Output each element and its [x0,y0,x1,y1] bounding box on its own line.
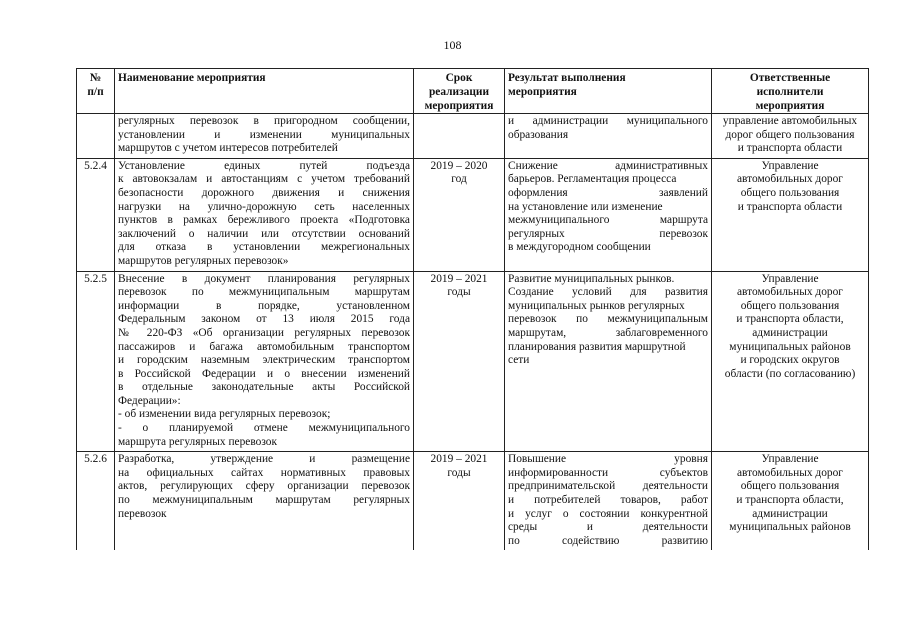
text-line: и транспорта области [737,200,843,213]
text-line: Снижение административных [508,159,708,172]
measure-name [115,114,414,159]
text-line: Развитие муниципальных рынков. [508,272,675,285]
text-line: планирования развития маршрутной [508,340,686,353]
text-line: перевозок [118,507,167,520]
text-line: Результат выполнения [508,72,626,84]
text-line: общего пользования [740,186,840,199]
text-line: - о планируемой отмене межмуниципального [118,422,410,435]
header-term [414,69,505,114]
text-line: области (по согласованию) [724,367,856,380]
result [505,114,712,159]
row-number [77,114,115,159]
table-row [77,452,869,551]
text-line: перевозок по межмуниципальным маршрутам [118,286,410,299]
text-line: образования [508,128,569,141]
text-line: исполнители [756,86,824,98]
text-line: пунктов в рамках бережливого проекта «Подготовка [118,214,410,227]
text-line: регулярных перевозок в пригородном сообщении, [118,115,410,127]
text-line: нагрузки на улично-дорожную сеть населенных [118,200,410,213]
text-line: общего пользования [740,299,840,312]
text-line: управление автомобильных [722,115,858,127]
responsible [712,271,869,452]
text-line: муниципальных рынков регулярных [508,299,685,312]
text-line: заключений о наличии или отсутствии оснований [118,227,410,240]
row-number: 5.2.4 [77,158,115,271]
text-line: межмуниципального маршрута [508,214,708,227]
text-line: автомобильных дорог [737,286,843,299]
text-line: актов, регулирующих сферу организации перевозок [118,480,410,493]
text-line: на официальных сайтах нормативных правовых [118,466,410,479]
text-line: маршрутам, заблаговременного [508,326,708,339]
term [414,158,505,271]
text-line: реализации [428,86,490,98]
term [414,271,505,452]
table-row [77,114,869,159]
result [505,452,712,551]
text-line: сети [508,354,530,367]
text-line: и транспорта области [737,142,843,155]
text-line: маршрута регулярных перевозок [118,435,278,448]
text-line: по межмуниципальным маршрутам регулярных [118,494,410,507]
text-line: № 220-ФЗ «Об организации регулярных перевозок [118,326,410,339]
text-line: пассажиров и багажа автомобильным транспортом [118,340,410,353]
text-line: Управление [761,272,819,285]
text-line: Ответственные [749,72,831,84]
header-name [115,69,414,114]
text-line: годы [447,466,471,479]
text-line: маршрутов с учетом интересов потребителей [118,142,338,155]
text-line: Внесение в документ планирования регулярных [118,272,410,285]
text-line: и услуг о состоянии конкурентной [508,507,708,520]
text-line: и потребителей товаров, работ [508,494,708,507]
measure-name [115,158,414,271]
text-line: автомобильных дорог [737,173,843,186]
term [414,452,505,551]
measure-name [115,452,414,551]
table-row [77,271,869,452]
text-line: Управление [761,159,819,172]
text-line: Срок [445,72,473,84]
table-row [77,158,869,271]
text-line: мероприятия [508,86,577,98]
text-line: и транспорта области, [736,313,844,326]
table-header-row [77,69,869,114]
text-line: 2019 – 2021 [430,453,488,466]
text-line: и городским наземным электрическим транспортом [118,354,410,367]
text-line: мероприятия [755,100,825,112]
text-line: мероприятия [424,100,494,112]
text-line: и администрации муниципального [508,115,708,127]
header-result [505,69,712,114]
text-line: - об изменении вида регулярных перевозок; [118,408,331,421]
text-line: маршрутов регулярных перевозок» [118,254,289,267]
text-line: Управление [761,453,819,466]
responsible [712,452,869,551]
text-line: муниципальных районов [729,521,851,534]
text-line: годы [447,286,471,299]
text-line: 2019 – 2020 [430,159,488,172]
text-line: установлении и изменении муниципальных [118,128,410,141]
text-line: 2019 – 2021 [430,272,488,285]
text-line: на установление или изменение [508,200,663,213]
responsible [712,114,869,159]
text-line: предпринимательской деятельности [508,480,708,493]
text-line: Федерации»: [118,394,181,407]
text-line: и городских округов [740,354,840,367]
text-line: информированности субъектов [508,466,708,479]
text-line: в междугородном сообщении [508,241,651,254]
header-number [77,69,115,114]
text-line: Установление единых путей подъезда [118,159,410,172]
result [505,271,712,452]
text-line: среды и деятельности [508,521,708,534]
term [414,114,505,159]
text-line: для отказа в установлении межрегиональных [118,241,410,254]
measure-name [115,271,414,452]
row-number: 5.2.6 [77,452,115,551]
text-line: по содействию развитию [508,534,708,547]
text-line: информации в порядке, установленном [118,299,410,312]
result [505,158,712,271]
row-number: 5.2.5 [77,271,115,452]
text-line: оформления заявлений [508,186,708,199]
text-line: год [451,173,467,186]
text-line: Разработка, утверждение и размещение [118,453,410,466]
text-line: к автовокзалам и автостанциям с учетом требований [118,173,410,186]
text-line: в Российской Федерации и о внесении изменений [118,367,410,380]
text-line: администрации [752,507,828,520]
header-responsible [712,69,869,114]
page-number: 108 [443,38,462,52]
text-line: перевозок по межмуниципальным [508,313,708,326]
text-line: и транспорта области, [736,494,844,507]
text-line: барьеров. Регламентация процесса [508,173,677,186]
measures-table [76,68,869,550]
text-line: Федеральным законом от 13 июля 2015 года [118,313,410,326]
text-line: общего пользования [740,480,840,493]
text-line: Наименование мероприятия [118,72,266,84]
text-line: Создание условий для развития [508,286,708,299]
text-line: автомобильных дорог [737,466,843,479]
text-line: п/п [87,86,104,98]
text-line: безопасности дорожного движения и снижения [118,186,410,199]
text-line: администрации [752,326,828,339]
text-line: муниципальных районов [729,340,851,353]
text-line: в отдельные законодательные акты Российской [118,381,410,394]
text-line: № [89,72,102,84]
text-line: дорог общего пользования [725,128,855,141]
responsible [712,158,869,271]
text-line: Повышение уровня [508,453,708,466]
text-line: регулярных перевозок [508,227,708,240]
